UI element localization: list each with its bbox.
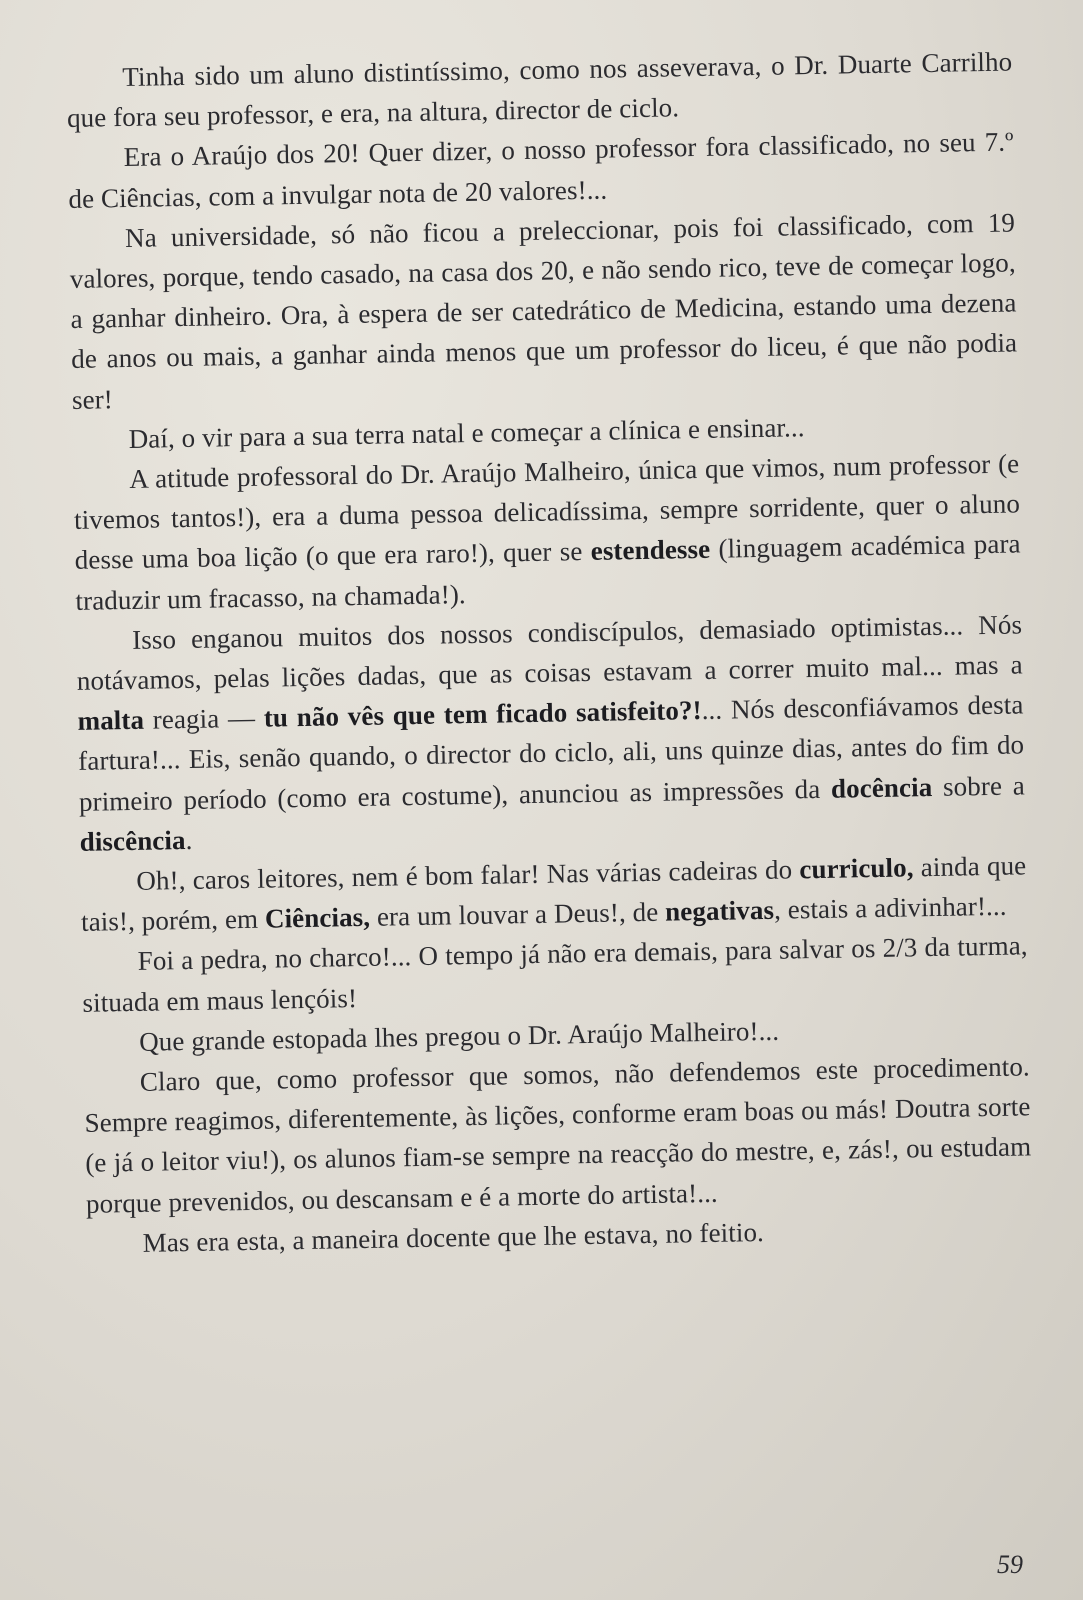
text-run: , estais a adivinhar!... <box>773 890 1007 926</box>
text-run: reagia — <box>143 702 265 735</box>
text-run: Isso enganou muitos dos nossos condiscípulos, demasiado optimistas... Nós notávamos, pelas lições dadas, que as coisas estavam a correr muito mal... mas a <box>76 609 1023 696</box>
text-run: Oh!, caros leitores, nem é bom falar! Nas várias cadeiras do <box>136 854 800 896</box>
text-run: Era o Araújo dos 20! Quer dizer, o nosso professor fora classificado, no seu 7.º de Ciências, com a invulgar nota de 20 valores!... <box>68 126 1014 214</box>
text-run: Que grande estopada lhes pregou o Dr. Araújo Malheiro!... <box>138 1015 780 1057</box>
paragraph <box>76 604 1026 862</box>
text-run: ... Nós desconfiávamos desta fartura!... Eis, senão quando, o director do ciclo, ali, uns quinze dias, antes do fim do primeiro período (como era costume), anunciou as impressões da <box>78 689 1025 817</box>
bold-text: malta <box>77 704 145 737</box>
bold-text: Ciências, <box>264 902 371 934</box>
bold-text: discência <box>79 824 186 857</box>
text-run: sobre a <box>932 770 1026 802</box>
text-run: A atitude professoral do Dr. Araújo Malheiro, única que vimos, num professor (e tivemos tantos!), era a duma pessoa delicadíssima, sempre sorridente, quer o aluno desse uma boa lição (o que era raro!), quer se <box>73 448 1021 576</box>
page-number: 59 <box>997 1550 1023 1579</box>
bold-text: curriculo, <box>799 852 914 885</box>
paragraph <box>84 1046 1033 1223</box>
text-run: era um louvar a Deus!, de <box>369 896 666 933</box>
text-run: Tinha sido um aluno distintíssimo, como nos asseverava, o Dr. Duarte Carrilho que fora seu professor, e era, na altura, director de ciclo. <box>66 46 1013 134</box>
bold-text: negativas <box>664 895 775 927</box>
bold-text: docência <box>830 771 933 804</box>
paragraph <box>73 443 1022 620</box>
text-run: Na universidade, só não ficou a preleccionar, pois foi classificado, com 19 valores, porque, tendo casado, na casa dos 20, e não sendo rico, teve de começar logo, a ganhar dinheiro. Ora, à espera de ser catedrático de Medicina, estando uma dezena de anos ou mais, a ganhar ainda menos que um professor do liceu, é que não podia ser! <box>69 207 1018 415</box>
text-run: (linguagem académica para traduzir um fracasso, na chamada!). <box>75 528 1021 616</box>
bold-text: tu não vês que tem ficado satisfeito?! <box>263 695 702 733</box>
text-run: Mas era esta, a maneira docente que lhe estava, no feitio. <box>142 1216 765 1258</box>
bold-text: estendesse <box>590 534 711 567</box>
text-run: Daí, o vir para a sua terra natal e começar a clínica e ensinar... <box>128 411 805 454</box>
text-run: . <box>185 824 193 855</box>
text-run: Claro que, como professor que somos, não defendemos este procedimento. Sempre reagimos, diferentemente, às lições, conforme eram boas ou más! Doutra sorte (e já o leitor viu!), os alunos fiam-se sempre na reacção do mestre, e, zás!, ou estudam porque prevenidos, ou descansam e é a morte do artista!... <box>84 1051 1032 1219</box>
text-run: Foi a pedra, no charco!... O tempo já não era demais, para salvar os 2/3 da turma, situada em maus lençóis! <box>82 930 1028 1018</box>
body-text <box>66 41 1033 1263</box>
paragraph <box>69 202 1018 419</box>
text-run: ainda que tais!, porém, em <box>80 850 1027 938</box>
